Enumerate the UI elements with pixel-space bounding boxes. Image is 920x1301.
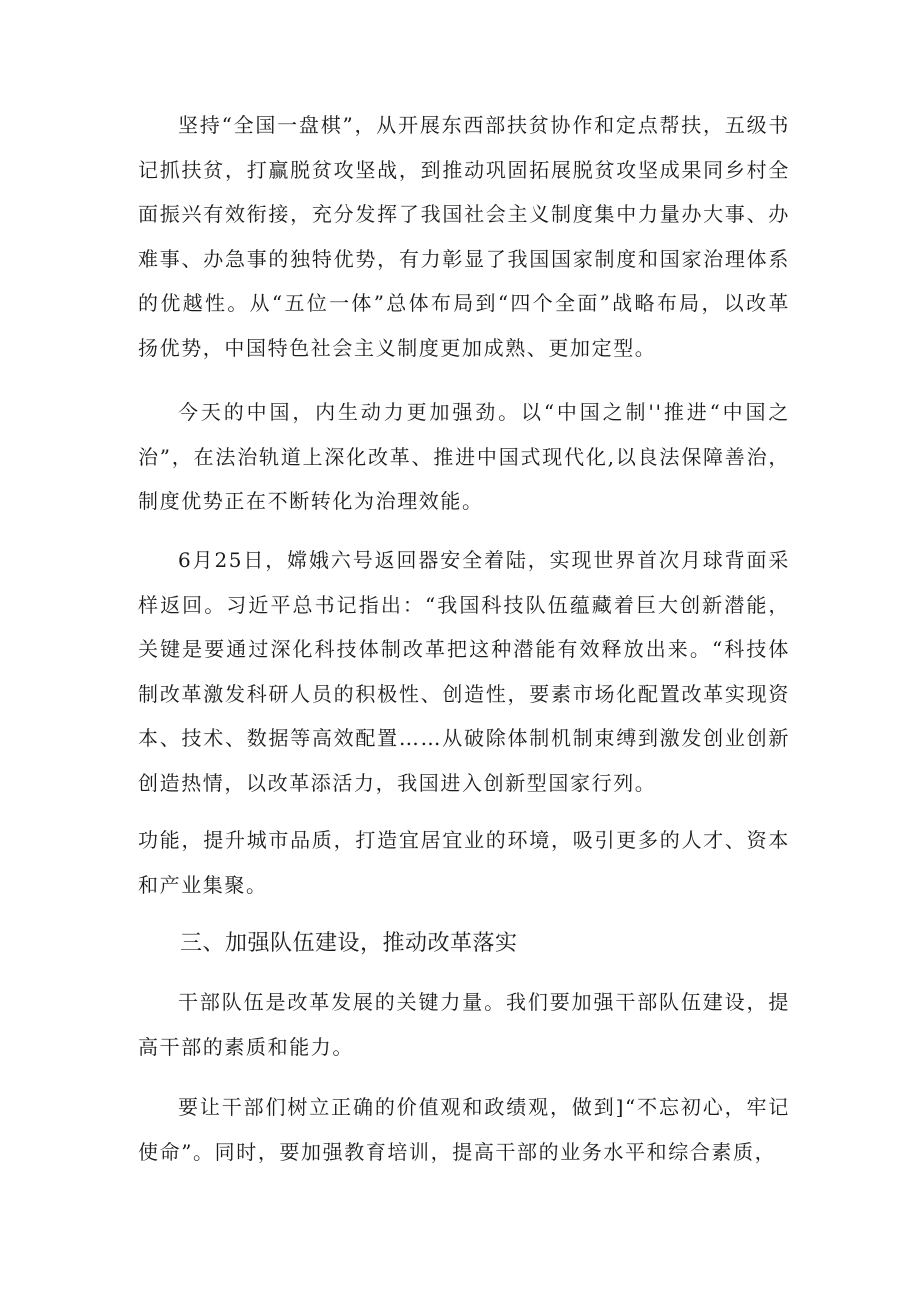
paragraph-city-function: 功能，提升城市品质，打造宜居宜业的环境，吸引更多的人才、资本和产业集聚。 — [138, 828, 790, 897]
paragraph-poverty-alleviation: 坚持“全国一盘棋”，从开展东西部扶贫协作和定点帮扶，五级书记抓扶贫，打赢脱贫攻坚战，到推动巩固拓展脱贫攻坚成果同乡村全面振兴有效衔接，充分发挥了我国社会主义制度集中力量办大事、办难事、办急事的独特优势，有力彰显了我国国家制度和国家治理体系的优越性。从“五位一体”总体布局到“四个全面”战略布局，以改革扬优势，中国特色社会主义制度更加成熟、更加定型。 — [138, 113, 790, 360]
paragraph-cadre-values: 要让干部们树立正确的价值观和政绩观，做到]“不忘初心，牢记使命”。同时，要加强教育培训，提高干部的业务水平和综合素质， — [138, 1095, 790, 1164]
paragraph-china-governance: 今天的中国，内生动力更加强劲。以“中国之制''推进“中国之治”，在法治轨道上深化改革、推进中国式现代化,以良法保障善治，制度优势正在不断转化为治理效能。 — [138, 400, 790, 514]
paragraph-chang-e-6: 6月25日，嫦娥六号返回器安全着陆，实现世界首次月球背面采样返回。习近平总书记指出：“我国科技队伍蕴藏着巨大创新潜能，关键是要通过深化科技体制改革把这种潜能有效释放出来。“科技体制改革激发科研人员的积极性、创造性，要素市场化配置改革实现资本、技术、数据等高效配置……从破除体制机制束缚到激发创业创新创造热情，以改革添活力，我国进入创新型国家行列。 — [138, 548, 790, 795]
paragraph-cadre-team: 干部队伍是改革发展的关键力量。我们要加强干部队伍建设，提高干部的素质和能力。 — [138, 990, 790, 1059]
section-heading: 三、加强队伍建设，推动改革落实 — [180, 931, 518, 956]
